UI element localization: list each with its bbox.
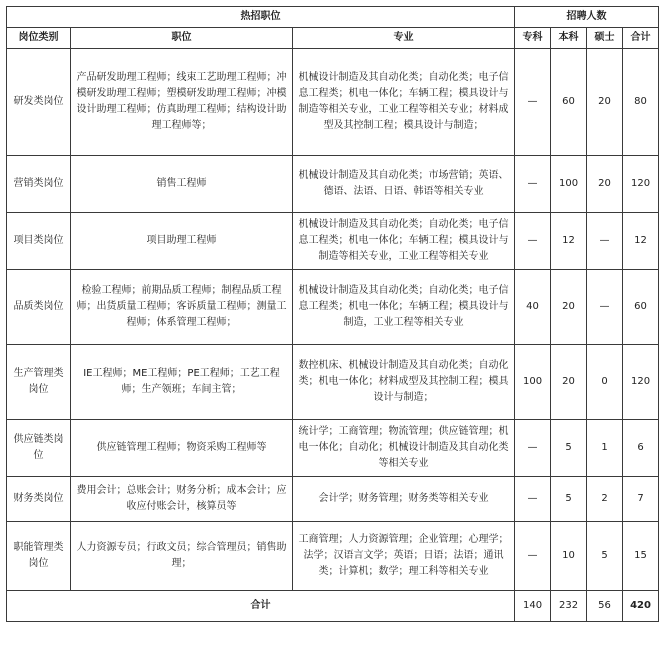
- header-category: 岗位类别: [7, 28, 71, 49]
- row-total: 80: [623, 49, 659, 156]
- row-major: 数控机床、机械设计制造及其自动化类；自动化类；机电一体化；材料成型及其控制工程；模具设计与制造；: [293, 345, 515, 420]
- row-category: 品质类岗位: [7, 270, 71, 345]
- row-shuoshi: 1: [587, 420, 623, 477]
- row-position: 产品研发助理工程师；线束工艺助理工程师；冲模研发助理工程师；塑模研发助理工程师；冲模设计助理工程师；仿真助理工程师；结构设计助理工程师等；: [71, 49, 293, 156]
- table-row: [7, 270, 659, 345]
- row-zhuanke: 100: [515, 345, 551, 420]
- table-row: [7, 345, 659, 420]
- row-major: 机械设计制造及其自动化类；自动化类；电子信息工程类；机电一体化；车辆工程；模具设计与制造等相关专业，工业工程等相关专业；材料成型及其控制工程；模具设计与制造；: [293, 49, 515, 156]
- row-category: 研发类岗位: [7, 49, 71, 156]
- row-major: 机械设计制造及其自动化类；自动化类；电子信息工程类；机电一体化；车辆工程；模具设计与制造，工业工程等相关专业: [293, 270, 515, 345]
- totals-label: 合计: [7, 591, 515, 622]
- totals-zhuanke: 140: [515, 591, 551, 622]
- row-category: 生产管理类岗位: [7, 345, 71, 420]
- row-position: 费用会计；总账会计；财务分析；成本会计；应收应付账会计，核算员等: [71, 477, 293, 522]
- table-row: [7, 477, 659, 522]
- totals-benke: 232: [551, 591, 587, 622]
- row-benke: 60: [551, 49, 587, 156]
- row-zhuanke: —: [515, 213, 551, 270]
- row-benke: 10: [551, 522, 587, 591]
- row-category: 职能管理类岗位: [7, 522, 71, 591]
- row-shuoshi: 0: [587, 345, 623, 420]
- row-total: 6: [623, 420, 659, 477]
- row-total: 120: [623, 156, 659, 213]
- table-row: [7, 49, 659, 156]
- row-benke: 20: [551, 345, 587, 420]
- row-category: 项目类岗位: [7, 213, 71, 270]
- totals-total: 420: [623, 591, 659, 622]
- row-total: 7: [623, 477, 659, 522]
- row-position: 人力资源专员；行政文员；综合管理员；销售助理；: [71, 522, 293, 591]
- row-position: 项目助理工程师: [71, 213, 293, 270]
- row-category: 财务类岗位: [7, 477, 71, 522]
- recruitment-table: [6, 6, 659, 622]
- row-zhuanke: —: [515, 156, 551, 213]
- row-zhuanke: —: [515, 477, 551, 522]
- header-shuoshi: 硕士: [587, 28, 623, 49]
- row-major: 机械设计制造及其自动化类；市场营销；英语、德语、法语、日语、韩语等相关专业: [293, 156, 515, 213]
- row-position: 销售工程师: [71, 156, 293, 213]
- header-benke: 本科: [551, 28, 587, 49]
- row-zhuanke: —: [515, 49, 551, 156]
- row-benke: 12: [551, 213, 587, 270]
- header-major: 专业: [293, 28, 515, 49]
- table-row: [7, 213, 659, 270]
- row-shuoshi: 5: [587, 522, 623, 591]
- row-zhuanke: —: [515, 522, 551, 591]
- totals-row: [7, 591, 659, 622]
- header-group-row: [7, 7, 659, 28]
- row-benke: 5: [551, 477, 587, 522]
- row-benke: 100: [551, 156, 587, 213]
- row-total: 12: [623, 213, 659, 270]
- row-major: 统计学；工商管理；物流管理；供应链管理；机电一体化；自动化；机械设计制造及其自动化类等相关专业: [293, 420, 515, 477]
- header-total: 合计: [623, 28, 659, 49]
- header-column-row: [7, 28, 659, 49]
- row-position: 检验工程师；前期品质工程师；制程品质工程师；出货质量工程师；客诉质量工程师；测量工程师；体系管理工程师；: [71, 270, 293, 345]
- header-position: 职位: [71, 28, 293, 49]
- row-benke: 5: [551, 420, 587, 477]
- row-category: 营销类岗位: [7, 156, 71, 213]
- header-zhuanke: 专科: [515, 28, 551, 49]
- row-benke: 20: [551, 270, 587, 345]
- table-row: [7, 522, 659, 591]
- row-shuoshi: 2: [587, 477, 623, 522]
- row-major: 机械设计制造及其自动化类；自动化类；电子信息工程类；机电一体化；车辆工程；模具设计与制造等相关专业，工业工程等相关专业: [293, 213, 515, 270]
- row-major: 工商管理；人力资源管理；企业管理；心理学；法学；汉语言文学；英语；日语；法语；通讯类；计算机；数学；理工科等相关专业: [293, 522, 515, 591]
- row-shuoshi: —: [587, 213, 623, 270]
- row-total: 15: [623, 522, 659, 591]
- row-position: IE工程师；ME工程师；PE工程师；工艺工程师；生产领班；车间主管；: [71, 345, 293, 420]
- row-position: 供应链管理工程师；物资采购工程师等: [71, 420, 293, 477]
- table-row: [7, 420, 659, 477]
- header-hot-jobs: 热招职位: [7, 7, 515, 28]
- row-shuoshi: 20: [587, 49, 623, 156]
- row-zhuanke: —: [515, 420, 551, 477]
- table-row: [7, 156, 659, 213]
- row-shuoshi: 20: [587, 156, 623, 213]
- row-total: 60: [623, 270, 659, 345]
- recruitment-table-wrapper: [6, 6, 658, 622]
- row-category: 供应链类岗位: [7, 420, 71, 477]
- header-recruit-count: 招聘人数: [515, 7, 659, 28]
- row-total: 120: [623, 345, 659, 420]
- row-major: 会计学；财务管理；财务类等相关专业: [293, 477, 515, 522]
- totals-shuoshi: 56: [587, 591, 623, 622]
- row-zhuanke: 40: [515, 270, 551, 345]
- row-shuoshi: —: [587, 270, 623, 345]
